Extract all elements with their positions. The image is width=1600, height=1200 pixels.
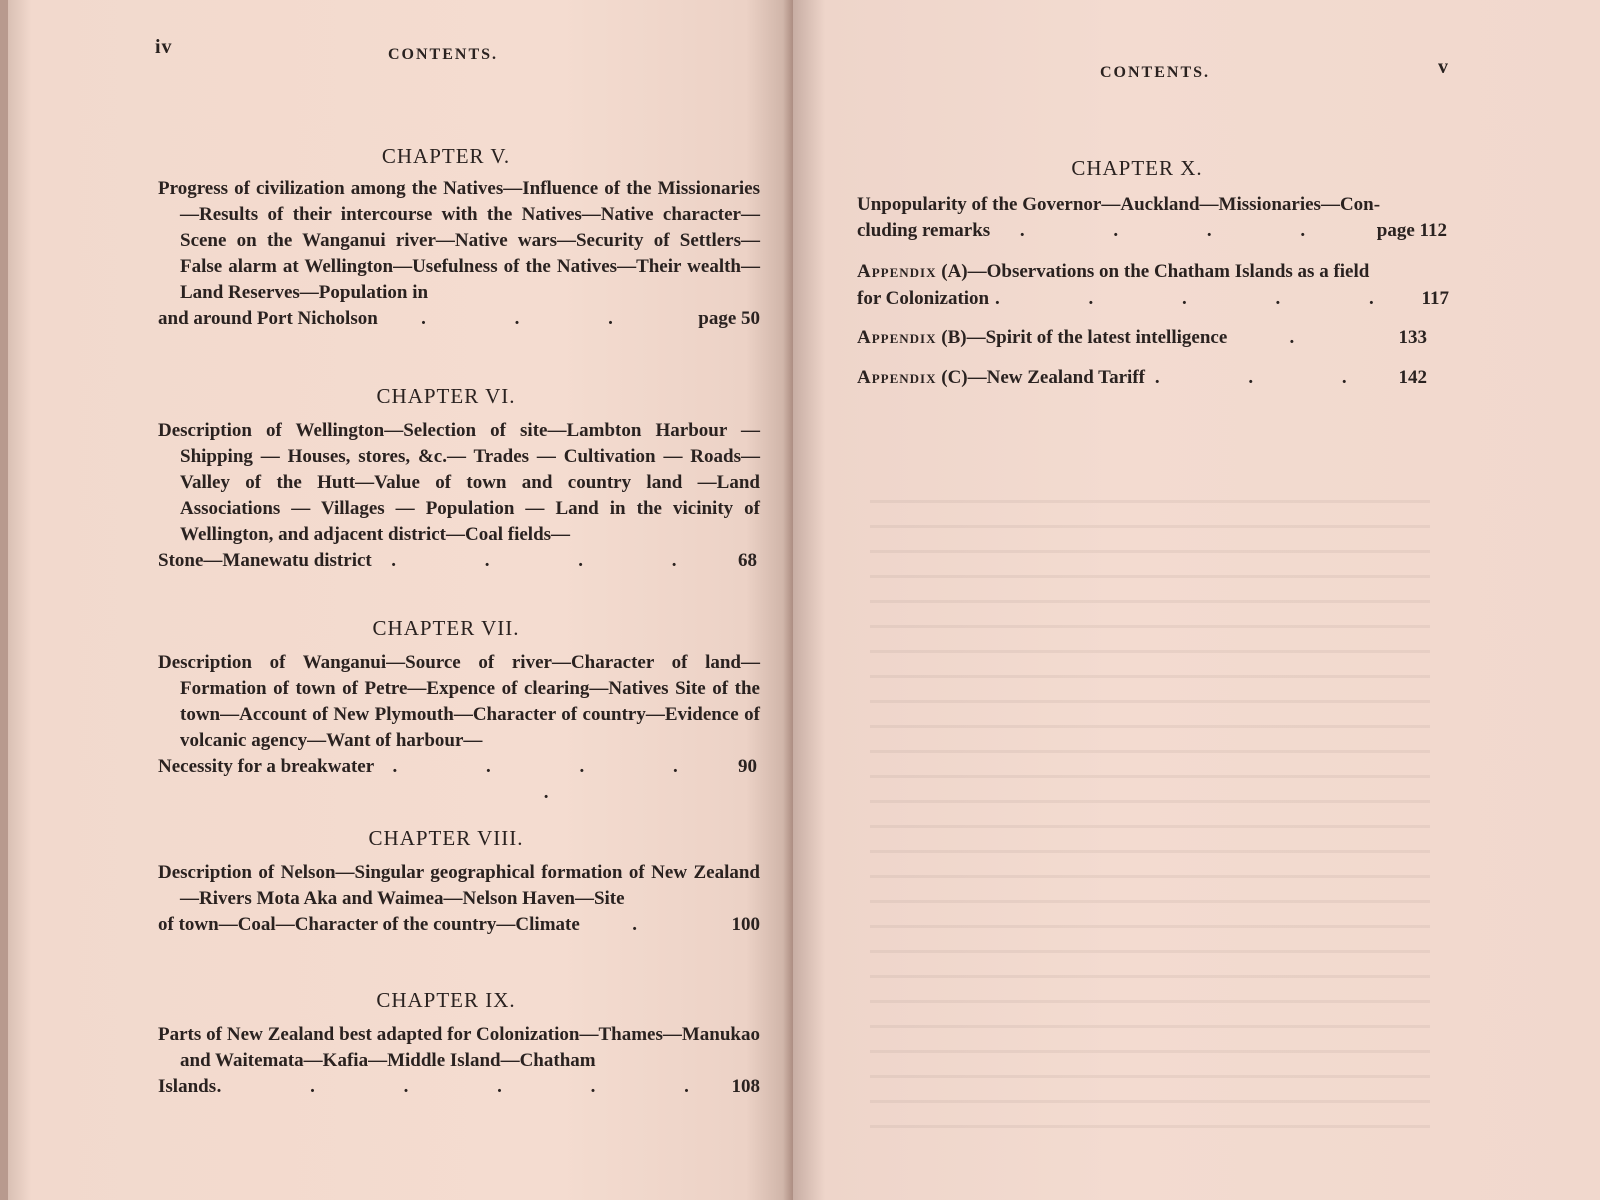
chapter-title: CHAPTER IX.: [376, 988, 516, 1012]
show-through-texture: [870, 500, 1430, 1140]
summary-last-line: Islands: [158, 1076, 217, 1097]
appendix-last-line: for Colonization: [857, 288, 990, 309]
summary-tail: [857, 218, 1447, 244]
appendix-text: (B)—Spirit of the latest intelligence: [941, 327, 1228, 348]
leader-dots: . . .: [1154, 367, 1389, 388]
page-number: 133: [1398, 327, 1427, 348]
summary-last-line: of town—Coal—Character of the country—Climate: [158, 914, 580, 935]
summary-tail: [158, 306, 760, 332]
page-number: 108: [731, 1076, 760, 1097]
page-number: 100: [731, 914, 760, 935]
appendix-label: Appendix: [857, 261, 937, 282]
running-head-left: CONTENTS.: [388, 46, 499, 63]
chapter-summary: [857, 192, 1447, 244]
leader-dots: . . . .: [391, 550, 719, 571]
appendix-label: Appendix: [857, 367, 937, 388]
running-head-right: CONTENTS.: [1100, 64, 1211, 81]
left-page: [0, 0, 793, 1200]
chapter-title: CHAPTER VII.: [372, 616, 520, 640]
chapter-summary: [158, 650, 760, 806]
summary-tail: Stone—Manewatu district . . . . 68: [180, 548, 760, 574]
chapter-summary: [158, 860, 760, 938]
leader-dots: .: [1289, 327, 1337, 348]
summary-last-line: Stone—Manewatu district: [158, 550, 372, 571]
appendix-label: Appendix: [857, 327, 937, 348]
leader-dots: . . . . . .: [216, 1076, 731, 1097]
appendix-text: (A)—Observations on the Chatham Islands as a field: [941, 261, 1370, 282]
page-number: page 50: [698, 308, 760, 329]
appendix-tail: [857, 364, 1427, 391]
summary-text: Unpopularity of the Governor—Auckland—Missionaries—Con-: [857, 194, 1381, 215]
chapter-summary: [158, 1022, 760, 1100]
appendix-text: (C)—New Zealand Tariff: [941, 367, 1145, 388]
page-number: 142: [1398, 367, 1427, 388]
appendix-tail: [857, 285, 1449, 312]
right-page: [793, 0, 1600, 1200]
page-number: page 112: [1376, 220, 1447, 241]
chapter-title: CHAPTER X.: [1071, 156, 1203, 180]
leader-dots: . . . . .: [994, 288, 1416, 309]
summary-text: Description of Wellington—Selection of site—Lambton Harbour —Shipping — Houses, stores, &c.— Trades — Cultivation — Roads—Valley of the Hutt—Value of town and country land —Land Associations — Villages — Population — Land in the vicinity of Wellington, and adjacent district—Coal fields—: [158, 420, 760, 545]
summary-tail: [158, 1074, 760, 1100]
summary-text: Parts of New Zealand best adapted for Colonization—Thames—Manukao and Waitemata—Kafia—Middle Island—Chatham: [158, 1024, 760, 1071]
folio-left: iv: [155, 36, 173, 58]
appendix-entry: [857, 258, 1449, 312]
leader-dots: . . . . .: [392, 756, 720, 803]
leader-dots: .: [632, 914, 680, 935]
chapter-summary: [158, 418, 760, 574]
appendix-tail: [857, 324, 1427, 351]
leader-dots: . . . .: [1019, 220, 1348, 241]
summary-text: Progress of civilization among the Natives—Influence of the Missionaries—Results of their intercourse with the Natives—Native character—Scene on the Wanganui river—Native wars—Security of Settlers—False alarm at Wellington—Usefulness of the Natives—Their wealth—Land Reserves—Population in: [158, 178, 760, 303]
page-number: 117: [1421, 288, 1449, 309]
chapter-title: CHAPTER VIII.: [368, 826, 524, 850]
summary-tail: Necessity for a breakwater . . . . . 90: [180, 754, 760, 806]
appendix-entry: [857, 324, 1427, 351]
summary-text: Description of Nelson—Singular geographical formation of New Zealand—Rivers Mota Aka and Waimea—Nelson Haven—Site: [158, 862, 760, 909]
summary-tail: [158, 912, 760, 938]
leader-dots: . . .: [421, 308, 655, 329]
summary-last-line: cluding remarks: [857, 220, 991, 241]
appendix-entry: [857, 364, 1427, 391]
folio-right: v: [1438, 56, 1449, 78]
chapter-title: CHAPTER VI.: [376, 384, 516, 408]
chapter-title: CHAPTER V.: [381, 144, 511, 168]
summary-text: Description of Wanganui—Source of river—Character of land—Formation of town of Petre—Expence of clearing—Natives Site of the town—Account of New Plymouth—Character of country—Evidence of volcanic agency—Want of harbour—: [158, 652, 760, 751]
summary-last-line: Necessity for a breakwater: [158, 756, 375, 777]
chapter-summary: [158, 176, 760, 332]
summary-last-line: and around Port Nicholson: [158, 308, 378, 329]
